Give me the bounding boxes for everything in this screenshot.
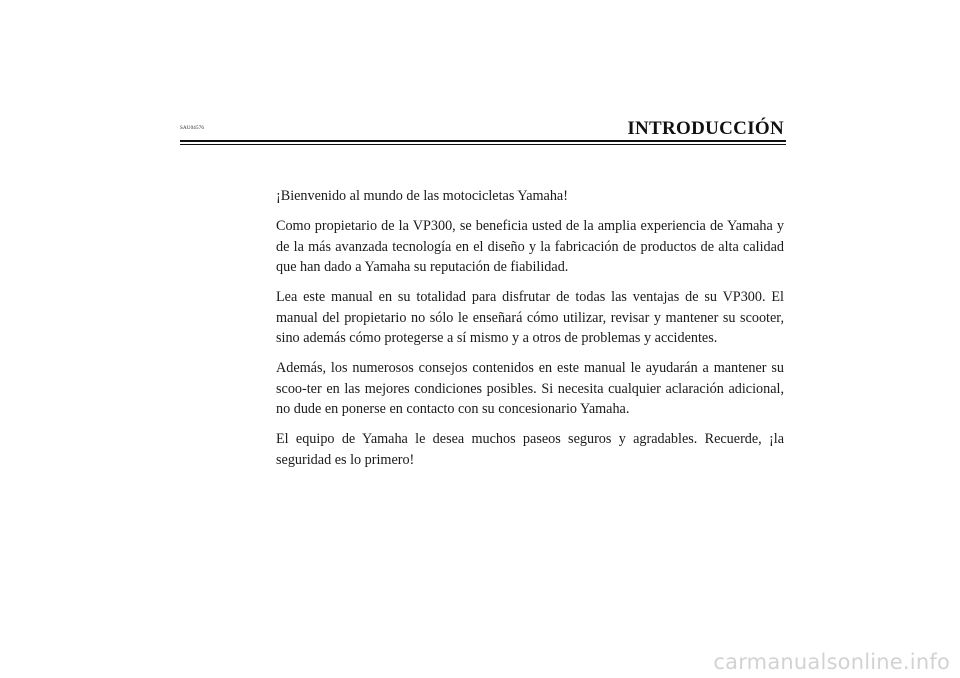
paragraph-experience: Como propietario de la VP300, se beneficia usted de la amplia experiencia de Yamaha y de la más avanzada tecnología en el diseño y la fabricación de productos de alta calidad que han dado a Yamaha su reputación de fiabilidad. bbox=[276, 218, 784, 275]
header-rule-thin bbox=[180, 144, 786, 145]
paragraph-welcome: ¡Bienvenido al mundo de las motocicletas Yamaha! bbox=[276, 188, 568, 204]
paragraph-safety: El equipo de Yamaha le desea muchos paseos seguros y agradables. Recuerde, ¡la seguridad es lo primero! bbox=[276, 431, 784, 468]
page-title: INTRODUCCIÓN bbox=[627, 118, 784, 139]
document-code: SAU04576 bbox=[180, 126, 205, 131]
body-text bbox=[276, 186, 784, 480]
paragraph-read-manual: Lea este manual en su totalidad para disfrutar de todas las ventajas de su VP300. El manual del propietario no sólo le enseñará cómo utilizar, revisar y mantener su scooter, sino además cómo protegerse a sí mismo y a otros de problemas y accidentes. bbox=[276, 289, 784, 346]
paragraph-tips: Además, los numerosos consejos contenidos en este manual le ayudarán a mantener su scoo-ter en las mejores condiciones posibles. Si necesita cualquier aclaración adicional, no dude en ponerse en contacto con su concesionario Yamaha. bbox=[276, 360, 784, 417]
site-watermark: carmanualsonline.info bbox=[713, 650, 950, 674]
header-rule-thick bbox=[180, 140, 786, 142]
